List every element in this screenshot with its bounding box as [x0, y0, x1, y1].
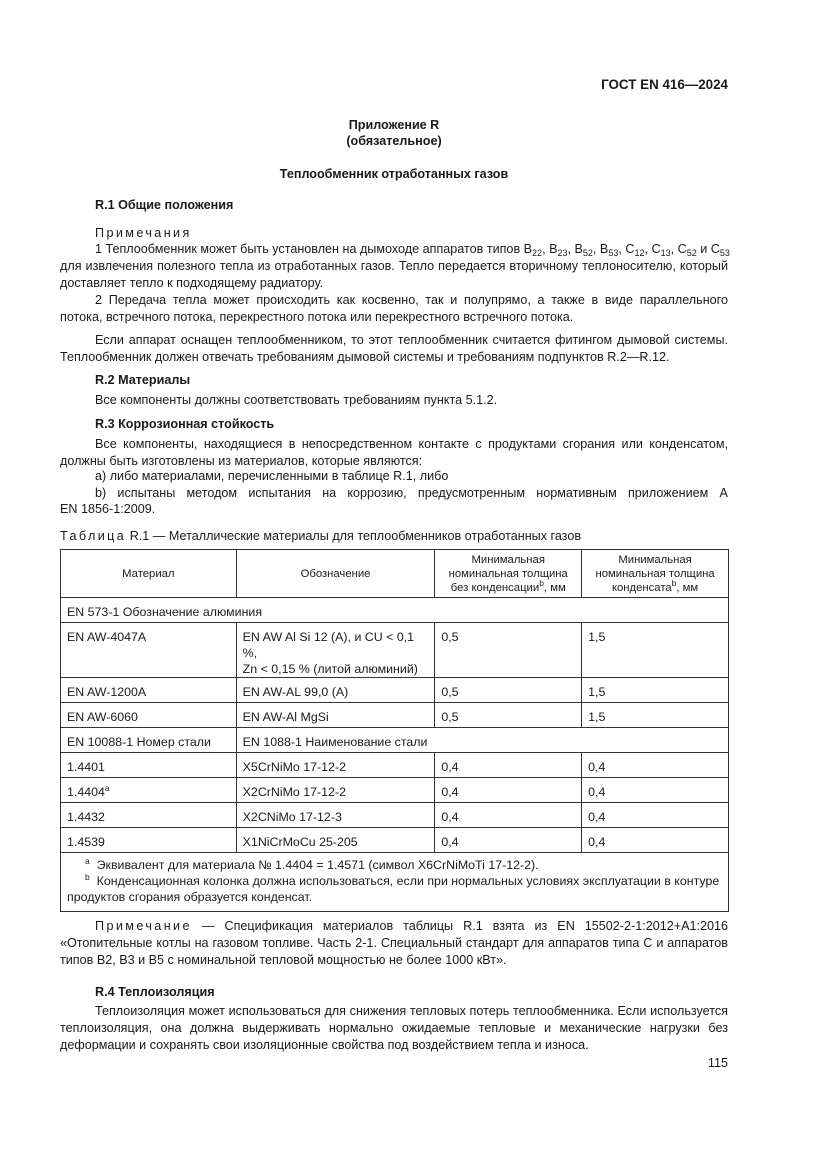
- r3-item-a: a) либо материалами, перечисленными в таблице R.1, либо: [95, 469, 449, 483]
- cell-material: EN AW-6060: [61, 703, 237, 728]
- note-1-start: 1 Теплообменник может быть установлен на дымоходе аппаратов типов: [95, 242, 524, 256]
- section-heading-r1: R.1 Общие положения: [95, 198, 234, 212]
- footnote-mark: b: [85, 872, 90, 882]
- header-line: номинальная толщина: [595, 567, 715, 580]
- cell-thickness-no-condensation: 0,5: [435, 678, 582, 703]
- type-subscript: 23: [557, 248, 568, 258]
- type-letter: B: [523, 242, 533, 256]
- item-b-word: приложением: [627, 486, 709, 500]
- table-row: [61, 623, 729, 678]
- cell-designation: X1NiCrMoCu 25-205: [236, 828, 435, 853]
- r3-paragraph: Все компоненты, находящиеся в непосредственном контакте с продуктами сгорания или конденсатом, должны быть изготовлены из материалов, которые являются:: [60, 437, 728, 468]
- r3-item-b-line-1: [95, 485, 728, 502]
- cell-designation: X2CrNiMo 17-12-2: [236, 778, 435, 803]
- cell-designation: X5CrNiMo 17-12-2: [236, 753, 435, 778]
- type-designation: [625, 242, 644, 256]
- table-caption-text: R.1 — Металлические материалы для теплообменников отработанных газов: [129, 529, 582, 543]
- page-number: 115: [707, 1056, 728, 1070]
- group-aluminium: EN 573-1 Обозначение алюминия: [61, 598, 729, 623]
- header-line: без конденсации: [450, 581, 540, 594]
- header-line: Минимальная: [471, 553, 545, 566]
- designation-line: Zn < 0,15 % (литой алюминий): [242, 662, 418, 676]
- cell-thickness-no-condensation: 0,5: [435, 703, 582, 728]
- cell-thickness-condensation: 0,4: [582, 753, 729, 778]
- footnote-mark: a: [85, 856, 90, 866]
- annex-name: Теплообменник отработанных газов: [279, 167, 509, 181]
- header-sup: b: [671, 577, 677, 588]
- r2-text: Все компоненты должны соответствовать требованиям пункта 5.1.2.: [95, 393, 498, 407]
- type-designation: [600, 242, 618, 256]
- annex-status: (обязательное): [346, 134, 442, 148]
- cell-thickness-no-condensation: 0,4: [435, 803, 582, 828]
- section-heading-r3: R.3 Коррозионная стойкость: [95, 417, 275, 431]
- document-standard-header: ГОСТ EN 416—2024: [601, 77, 728, 92]
- item-b-word: предусмотренным: [417, 486, 526, 500]
- cell-thickness-condensation: 1,5: [582, 623, 729, 678]
- footnote-a: [85, 857, 722, 873]
- type-letter: C: [651, 242, 661, 256]
- table-row: [61, 703, 729, 728]
- type-subscript: 13: [660, 248, 671, 258]
- group-steel-number: EN 10088-1 Номер стали: [61, 728, 237, 753]
- type-letter: B: [574, 242, 583, 256]
- item-b-word: методом: [186, 486, 238, 500]
- footnote-b-cont: продуктов сгорания образуется конденсат.: [67, 890, 313, 904]
- cell-thickness-no-condensation: 0,4: [435, 778, 582, 803]
- table-row: [61, 778, 729, 803]
- cell-designation: EN AW-AL 99,0 (A): [236, 678, 435, 703]
- cell-designation: [236, 623, 435, 678]
- item-b-word: b): [95, 486, 107, 500]
- type-letter: B: [549, 242, 558, 256]
- footnote-b: [85, 873, 722, 889]
- table-caption: [60, 528, 581, 545]
- type-subscript: 53: [608, 248, 619, 258]
- header-unit: , мм: [676, 581, 699, 594]
- r1-paragraph: Если аппарат оснащен теплообменником, то этот теплообменник считается фитингом дымовой системы. Теплообменник должен отвечать требованиям дымовой системы и требованиям подпунктов R.2—R.12.: [60, 333, 728, 364]
- cell-material: [61, 753, 237, 778]
- material-sup: a: [104, 783, 110, 793]
- cell-thickness-condensation: 0,4: [582, 828, 729, 853]
- type-designation: [549, 242, 567, 256]
- header-min-thickness-no-condensation: [435, 550, 582, 598]
- r4-paragraph: Теплоизоляция может использоваться для снижения тепловых потерь теплообменника. Если используется теплоизоляция, она должна выдерживать нормально ожидаемые тепловые и механические нагрузки без деформации и сохранять свои изоляционные свойства под воздействием тепла и износа.: [60, 1004, 728, 1052]
- type-subscript: 52: [686, 248, 697, 258]
- item-b-word: нормативным: [536, 486, 617, 500]
- header-material: Материал: [61, 550, 237, 598]
- header-designation: Обозначение: [236, 550, 435, 598]
- material-number: 1.4432: [67, 810, 105, 824]
- notes-label: Примечания: [95, 226, 192, 240]
- note-1-line-1: [95, 241, 730, 258]
- material-number: 1.4404: [67, 785, 105, 799]
- header-unit: , мм: [543, 581, 566, 594]
- table-header-row: [61, 550, 729, 598]
- table-note-label: Примечание: [95, 919, 192, 933]
- note-1-rest: для извлечения полезного тепла из отработанных газов. Тепло передается вторичному теплоносителю, который доставляет тепло к подходящему радиатору.: [60, 259, 728, 290]
- item-b-word: А: [719, 486, 728, 500]
- item-b-word: коррозию,: [347, 486, 407, 500]
- table-row: [61, 828, 729, 853]
- cell-designation: EN AW-Al MgSi: [236, 703, 435, 728]
- header-min-thickness-condensation: [582, 550, 729, 598]
- cell-thickness-no-condensation: 0,5: [435, 623, 582, 678]
- cell-thickness-condensation: 0,4: [582, 803, 729, 828]
- material-number: 1.4539: [67, 835, 105, 849]
- note-1-last-type: [711, 242, 730, 256]
- table-note-text: — Спецификация материалов таблицы R.1 взята из EN 15502-2-1:2012+A1:2016 «Отопительные котлы на газовом топливе. Часть 2-1. Специальный стандарт для аппаратов типа С и аппаратов типов В2, В3 и В5 с номинальной тепловой мощностью не более 1000 кВт».: [60, 919, 728, 967]
- r3-item-b-end: EN 1856-1:2009.: [60, 502, 156, 516]
- footnote-text: Эквивалент для материала № 1.4404 = 1.4571 (символ X6CrNiMoTi 17-12-2).: [96, 858, 539, 872]
- cell-material: EN AW-4047A: [61, 623, 237, 678]
- footnote-text: Конденсационная колонка должна использоваться, если при нормальных условиях эксплуатации в контуре: [96, 874, 720, 888]
- header-sup: b: [539, 577, 544, 588]
- materials-table: [60, 549, 729, 912]
- table-footnotes: [61, 853, 729, 912]
- type-letter: B: [599, 242, 609, 256]
- group-steel-name: EN 1088-1 Наименование стали: [236, 728, 728, 753]
- header-line: конденсата: [611, 581, 672, 594]
- item-b-word: испытаны: [117, 486, 176, 500]
- note-2: 2 Передача тепла может происходить как косвенно, так и полупрямо, а также в виде параллельного потока, встречного потока, перекрестного потока или перекрестного встречного потока.: [60, 293, 728, 324]
- cell-material: EN AW-1200A: [61, 678, 237, 703]
- table-caption-label: Таблица: [60, 529, 127, 543]
- type-designation: [651, 242, 670, 256]
- type-letter: C: [677, 242, 687, 256]
- table-note: [60, 918, 728, 969]
- header-line: номинальная толщина: [448, 567, 568, 580]
- type-letter: C: [710, 242, 720, 256]
- table-row: [61, 678, 729, 703]
- cell-thickness-no-condensation: 0,4: [435, 828, 582, 853]
- type-designation: [678, 242, 697, 256]
- note-1-and: и: [696, 242, 711, 256]
- table-row: [61, 803, 729, 828]
- section-heading-r4: R.4 Теплоизоляция: [95, 985, 215, 999]
- header-line: Минимальная: [618, 553, 692, 566]
- type-subscript: 53: [719, 248, 730, 258]
- cell-material: [61, 778, 237, 803]
- table-group-row-steel: [61, 728, 729, 753]
- type-designation: [574, 242, 592, 256]
- table-footnotes-row: [61, 853, 729, 912]
- type-subscript: 52: [582, 248, 593, 258]
- cell-thickness-condensation: 1,5: [582, 678, 729, 703]
- item-b-word: испытания: [248, 486, 311, 500]
- cell-thickness-condensation: 1,5: [582, 703, 729, 728]
- cell-thickness-no-condensation: 0,4: [435, 753, 582, 778]
- type-subscript: 12: [634, 248, 645, 258]
- designation-line: EN AW Al Si 12 (A), и CU < 0,1 %,: [242, 630, 415, 660]
- type-letter: C: [625, 242, 635, 256]
- table-group-row-aluminium: [61, 598, 729, 623]
- item-b-word: на: [322, 486, 337, 500]
- cell-material: [61, 828, 237, 853]
- annex-title: Приложение R: [348, 118, 440, 132]
- table-row: [61, 753, 729, 778]
- cell-thickness-condensation: 0,4: [582, 778, 729, 803]
- note-1-types: $B_{22}$, $B_{23}$, $B_{52}$, $B_{53}$, $C_{12}$, $C_{13}$, $C_{52}$: [523, 242, 697, 258]
- type-designation: [524, 242, 542, 256]
- section-heading-r2: R.2 Материалы: [95, 373, 191, 387]
- material-number: 1.4401: [67, 760, 105, 774]
- cell-material: [61, 803, 237, 828]
- type-subscript: 22: [532, 248, 543, 258]
- cell-designation: X2CNiMo 17-12-3: [236, 803, 435, 828]
